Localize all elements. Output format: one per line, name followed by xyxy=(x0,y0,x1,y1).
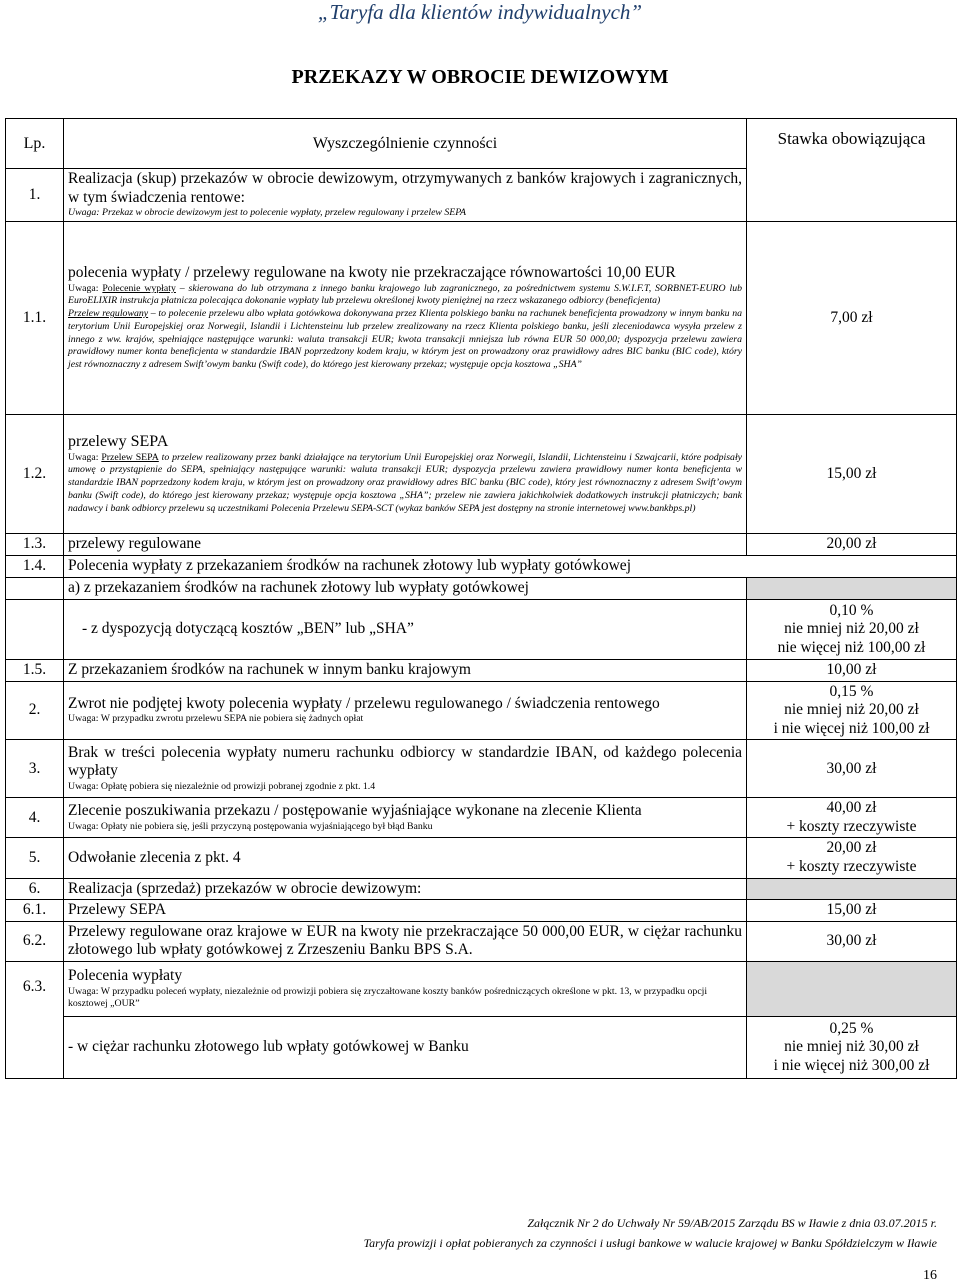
rate-percent: 0,15 % xyxy=(829,682,874,700)
table-row xyxy=(6,838,957,878)
table-row xyxy=(6,900,957,922)
row-text: Brak w treści polecenia wypłaty numeru rachunku odbiorcy w standardzie IBAN, od każdego polecenia wypłaty xyxy=(68,743,742,780)
row-description xyxy=(64,740,747,798)
table-row xyxy=(6,555,957,577)
rate-extra: + koszty rzeczywiste xyxy=(786,817,917,835)
table-row xyxy=(6,798,957,838)
row-rate-empty xyxy=(747,962,957,1017)
fee-table xyxy=(5,118,957,1079)
row-rate-empty xyxy=(747,577,957,599)
rate-minimum: nie mniej niż 20,00 zł xyxy=(784,701,919,719)
row-number: 1.1. xyxy=(6,221,64,414)
rate-amount: 20,00 zł xyxy=(826,839,877,857)
table-row xyxy=(6,414,957,533)
row-description xyxy=(64,798,747,838)
row-number: 1. xyxy=(6,169,64,222)
row-rate: 7,00 zł xyxy=(747,221,957,414)
note-prefix: Uwaga: xyxy=(68,282,103,294)
row-text: polecenia wypłaty / przelewy regulowane na kwoty nie przekraczające równowartości 10,00 EUR xyxy=(68,264,676,282)
table-row xyxy=(6,681,957,740)
row-rate xyxy=(747,681,957,740)
table-row xyxy=(6,577,957,599)
row-number: 1.4. xyxy=(6,555,64,577)
page-number: 16 xyxy=(923,1268,937,1283)
row-note: Uwaga: W przypadku zwrotu przelewu SEPA nie pobiera się żadnych opłat xyxy=(68,713,364,725)
row-number: 6. xyxy=(6,878,64,900)
row-description xyxy=(64,414,747,533)
rate-minimum: nie mniej niż 20,00 zł xyxy=(784,620,919,638)
row-description xyxy=(64,681,747,740)
row-number: 3. xyxy=(6,740,64,798)
footer-attachment-note: Załącznik Nr 2 do Uchwały Nr 59/AB/2015 Zarządu BS w Iławie z dnia 03.07.2015 r. xyxy=(527,1216,937,1230)
row-description xyxy=(64,221,747,414)
row-description: Przelewy SEPA xyxy=(64,900,747,922)
table-row xyxy=(6,659,957,681)
table-row xyxy=(6,1017,957,1079)
row-note xyxy=(68,283,742,308)
row-note: Uwaga: Opłaty nie pobiera się, jeśli przyczyną postępowania wyjaśniającego był błąd Banku xyxy=(68,820,433,832)
row-rate xyxy=(747,798,957,838)
row-number-empty xyxy=(6,577,64,599)
row-rate xyxy=(747,1017,957,1079)
row-note: Uwaga: Opłatę pobiera się niezależnie od prowizji pobranej zgodnie z pkt. 1.4 xyxy=(68,781,376,793)
row-rate: 30,00 zł xyxy=(747,921,957,961)
row-description: - z dyspozycją dotyczącą kosztów „BEN” lub „SHA” xyxy=(64,599,747,659)
rate-maximum: nie więcej niż 100,00 zł xyxy=(777,638,926,656)
row-rate-empty xyxy=(747,878,957,900)
row-rate xyxy=(747,838,957,878)
col-header-lp: Lp. xyxy=(6,119,64,169)
row-description xyxy=(64,169,747,222)
row-text: Zlecenie poszukiwania przekazu / postępowanie wyjaśniające wykonane na zlecenie Klienta xyxy=(68,802,642,820)
rate-amount: 40,00 zł xyxy=(826,799,877,817)
table-header-row xyxy=(6,119,957,169)
table-row xyxy=(6,599,957,659)
row-rate: 20,00 zł xyxy=(747,533,957,555)
row-rate: 15,00 zł xyxy=(747,414,957,533)
note-prefix: Uwaga: xyxy=(68,451,102,463)
section-title: PRZEKAZY W OBROCIE DEWIZOWYM xyxy=(291,66,669,88)
col-header-description: Wyszczególnienie czynności xyxy=(64,119,747,169)
document-header-title: „Taryfa dla klientów indywidualnych” xyxy=(317,0,643,24)
note-definition: – to polecenie przelewu albo wpłata gotówkowa dokonywana przez Klienta polskiego banku na rachunek beneficjenta prowadzony w innym banku na terytorium Unii Europejskiej oraz Norwegii, Islandii i Lichtensteinu lub przelew zrealizowany na rzecz Klienta polskiego banku, jeśli zleceniodawca wysyła przelew z innego z ww. krajów, spełniające następujące warunki: waluta transakcji EUR; kwota transakcji mniejsza lub równa EUR 50 000,00; dyspozycja przelewu zawiera prawidłowy numer konta beneficjenta w standardzie IBAN poprzedzony kodem kraju, w którym jest on prowadzony oraz prawidłowy adres BIC banku (BIC code), który jest równoznaczny z adresem Swift’owym banku (Swift code), do którego jest kierowany przekaz; występuje opcja kosztowa „SHA” xyxy=(68,308,742,371)
note-definition: – skierowana do lub otrzymana z innego banku krajowego lub zagranicznego, za pośrednictwem systemu S.W.I.F.T, SORBNET-EURO lub EuroELIXIR instrukcja płatnicza polecająca dokonanie wypłaty lub przelewu określonej kwoty pieniężnej na rzecz wskazanego odbiorcy (beneficjenta) xyxy=(68,282,742,307)
row-note: Uwaga: Przekaz w obrocie dewizowym jest to polecenie wypłaty, przelew regulowany i przelew SEPA xyxy=(68,207,466,219)
row-number-empty xyxy=(6,599,64,659)
row-text: Realizacja (skup) przekazów w obrocie dewizowym, otrzymywanych z banków krajowych i zagranicznych, w tym świadczenia rentowe: xyxy=(68,170,742,206)
row-number: 1.5. xyxy=(6,659,64,681)
row-description: Z przekazaniem środków na rachunek w innym banku krajowym xyxy=(64,659,747,681)
table-row xyxy=(6,962,957,1017)
rate-maximum: i nie więcej niż 300,00 zł xyxy=(773,1056,930,1074)
table-row xyxy=(6,878,957,900)
row-description: przelewy regulowane xyxy=(64,533,747,555)
row-number: 2. xyxy=(6,681,64,740)
table-row xyxy=(6,921,957,961)
col-header-rate-text: Stawka obowiązująca xyxy=(777,129,926,148)
table-row xyxy=(6,221,957,414)
row-note xyxy=(68,308,742,372)
rate-maximum: i nie więcej niż 100,00 zł xyxy=(773,719,930,737)
note-term: Polecenie wypłaty xyxy=(102,282,176,294)
row-note: Uwaga: W przypadku poleceń wypłaty, niezależnie od prowizji pobiera się zryczałtowane koszty banków pośredniczących określone w pkt. 13, w przypadku opcji kosztowej „OUR” xyxy=(68,985,708,1010)
table-row xyxy=(6,533,957,555)
row-number: 5. xyxy=(6,838,64,878)
note-term: Przelew regulowany xyxy=(68,308,149,320)
row-number: 1.2. xyxy=(6,414,64,533)
note-term: Przelew SEPA xyxy=(101,451,159,463)
row-text: Polecenia wypłaty xyxy=(68,967,183,985)
row-rate: 10,00 zł xyxy=(747,659,957,681)
row-description: Polecenia wypłaty z przekazaniem środków na rachunek złotowy lub wypłaty gotówkowej xyxy=(64,555,957,577)
table-row xyxy=(6,740,957,798)
row-description: Realizacja (sprzedaż) przekazów w obrocie dewizowym: xyxy=(64,878,747,900)
rate-percent: 0,10 % xyxy=(829,601,874,619)
rate-percent: 0,25 % xyxy=(829,1019,874,1037)
row-note xyxy=(68,452,742,516)
row-number: 6.2. xyxy=(6,921,64,961)
row-number: 4. xyxy=(6,798,64,838)
row-number: 6.1. xyxy=(6,900,64,922)
rate-extra: + koszty rzeczywiste xyxy=(786,858,917,876)
row-description xyxy=(64,962,747,1017)
note-definition: to przelew realizowany przez banki działające na terytorium Unii Europejskiej oraz Norwegii, Islandii, Lichtensteinu i Szwajcarii, które podpisały umowę o przystąpienie do SEPA, spełniający następujące warunki: waluta transakcji EUR; dyspozycja przelewu zawiera prawidłowy numer konta beneficjenta w standardzie IBAN poprzedzony kodem kraju, w którym jest on prowadzony oraz prawidłowy adres BIC banku (BIC code), który jest równoznaczny z adresem Swift’owym banku (Swift code), do którego jest kierowany przekaz; występuje opcja kosztowa „SHA”; przelew nie zawiera jakichkolwiek dodatkowych instrukcji płatniczych; bank nadawcy i bank odbiorcy przelewu są uczestnikami Polecenia Przelewu SEPA-SCT (wykaz banków SEPA jest dostępny na stronie internetowej www.bankbps.pl) xyxy=(68,451,743,514)
row-description: a) z przekazaniem środków na rachunek złotowy lub wypłaty gotówkowej xyxy=(64,577,747,599)
row-number: 1.3. xyxy=(6,533,64,555)
row-text: przelewy SEPA xyxy=(68,433,169,451)
row-rate: 30,00 zł xyxy=(747,740,957,798)
col-header-rate xyxy=(747,119,957,222)
row-description: Przelewy regulowane oraz krajowe w EUR na kwoty nie przekraczające 50 000,00 EUR, w ciężar rachunku złotowego lub wpłaty gotówkowej z Zrzeszeniu Banku BPS S.A. xyxy=(64,921,747,961)
rate-minimum: nie mniej niż 30,00 zł xyxy=(784,1038,919,1056)
row-rate: 15,00 zł xyxy=(747,900,957,922)
row-description: Odwołanie zlecenia z pkt. 4 xyxy=(64,838,747,878)
row-rate xyxy=(747,599,957,659)
row-description: - w ciężar rachunku złotowego lub wpłaty gotówkowej w Banku xyxy=(64,1017,747,1079)
footer-tariff-note: Taryfa prowizji i opłat pobieranych za czynności i usługi bankowe w walucie krajowej w Banku Spółdzielczym w Iławie xyxy=(363,1236,937,1250)
row-text: Zwrot nie podjętej kwoty polecenia wypłaty / przelewu regulowanego / świadczenia rentowego xyxy=(68,694,660,712)
row-number: 6.3. xyxy=(6,962,64,1079)
